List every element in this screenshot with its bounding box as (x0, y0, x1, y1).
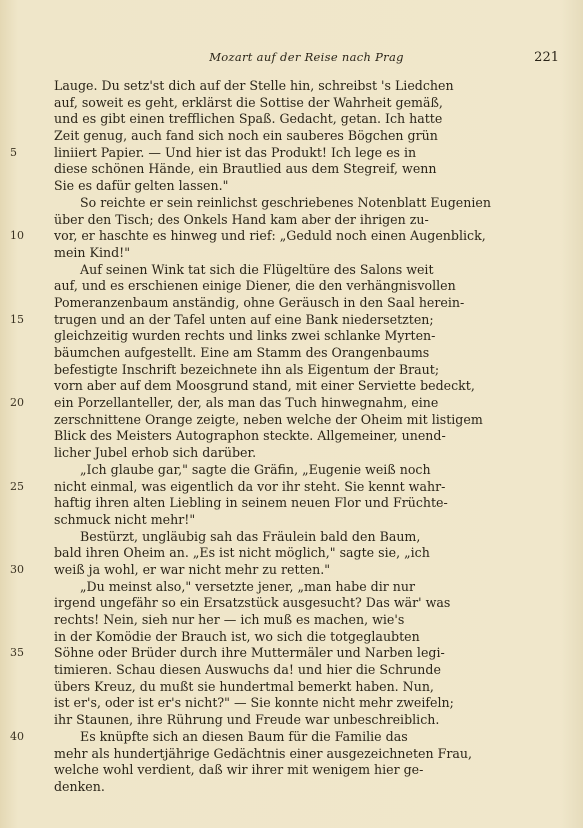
line-text: über den Tisch; des Onkels Hand kam aber der ihrigen zu- (54, 211, 429, 227)
text-line (0, 679, 559, 696)
text-line (0, 729, 559, 746)
text-line (0, 161, 559, 178)
text-line (0, 245, 559, 262)
running-title: Mozart auf der Reise nach Prag (209, 50, 404, 64)
text-line (0, 712, 559, 729)
line-text: denken. (54, 778, 105, 794)
line-text: licher Jubel erhob sich darüber. (54, 445, 257, 461)
line-text: auf, und es erschienen einige Diener, die den verhängnisvollen (54, 278, 456, 294)
text-line (0, 512, 559, 529)
text-line (0, 695, 559, 712)
line-text: mehr als hundertjährige Gedächtnis einer ausgezeichneten Frau, (54, 745, 472, 761)
line-text: übers Kreuz, du mußt sie hundertmal bemerkt haben. Nun, (54, 678, 434, 694)
text-line (0, 178, 559, 195)
line-number: 5 (10, 145, 17, 159)
text-line (0, 662, 559, 679)
line-text: ist er's, oder ist er's nicht?" — Sie konnte nicht mehr zweifeln; (54, 695, 454, 711)
line-text: Zeit genug, auch fand sich noch ein sauberes Bögchen grün (54, 128, 438, 144)
text-line (0, 746, 559, 763)
text-line (0, 629, 559, 646)
text-line (0, 295, 559, 312)
text-line (0, 545, 559, 562)
line-text: irgend ungefähr so ein Ersatzstück ausgesucht? Das wär' was (54, 595, 451, 611)
line-text: Blick des Meisters Autographon steckte. Allgemeiner, unend- (54, 428, 446, 444)
page-body (0, 78, 583, 796)
text-line (0, 195, 559, 212)
line-text: befestigte Inschrift bezeichnete ihn als Eigentum der Braut; (54, 361, 440, 377)
line-text: mein Kind!" (54, 244, 130, 260)
line-text: Es knüpfte sich an diesen Baum für die Familie das (80, 728, 408, 744)
text-line (0, 378, 559, 395)
text-line (0, 228, 559, 245)
line-text: So reichte er sein reinlichst geschriebenes Notenblatt Eugenien (80, 194, 491, 210)
line-number: 30 (10, 562, 24, 576)
line-text: Lauge. Du setz'st dich auf der Stelle hin, schreibst 's Liedchen (54, 78, 454, 93)
text-line (0, 412, 559, 429)
line-text: diese schönen Hände, ein Brautlied aus dem Stegreif, wenn (54, 161, 437, 177)
text-line (0, 529, 559, 546)
line-text: „Ich glaube gar," sagte die Gräfin, „Eugenie weiß noch (80, 461, 431, 477)
text-line (0, 128, 559, 145)
line-text: nicht einmal, was eigentlich da vor ihr steht. Sie kennt wahr- (54, 478, 446, 494)
line-number: 10 (10, 229, 24, 243)
text-line (0, 145, 559, 162)
text-line (0, 462, 559, 479)
text-line (0, 428, 559, 445)
page-header (54, 50, 559, 66)
line-text: auf, soweit es geht, erklärst die Sottise der Wahrheit gemäß, (54, 94, 443, 110)
line-text: gleichzeitig wurden rechts und links zwei schlanke Myrten- (54, 328, 436, 344)
text-line (0, 612, 559, 629)
text-line (0, 111, 559, 128)
line-text: weiß ja wohl, er war nicht mehr zu retten." (54, 561, 330, 577)
line-number: 15 (10, 312, 24, 326)
text-line (0, 78, 559, 95)
line-text: schmuck nicht mehr!" (54, 511, 196, 527)
text-line (0, 595, 559, 612)
line-number: 40 (10, 729, 24, 743)
line-text: bäumchen aufgestellt. Eine am Stamm des Orangenbaums (54, 345, 430, 360)
line-text: welche wohl verdient, daß wir ihrer mit wenigem hier ge- (54, 762, 424, 778)
line-text: ihr Staunen, ihre Rührung und Freude war unbeschreiblich. (54, 712, 440, 728)
text-line (0, 278, 559, 295)
text-line (0, 212, 559, 229)
text-line (0, 95, 559, 112)
line-number: 35 (10, 646, 24, 660)
text-line (0, 762, 559, 779)
line-text: liniiert Papier. — Und hier ist das Produkt! Ich lege es in (54, 144, 417, 160)
line-text: Pomeranzenbaum anständig, ohne Geräusch in den Saal herein- (54, 294, 465, 310)
line-text: in der Komödie der Brauch ist, wo sich die totgeglaubten (54, 628, 420, 644)
text-line (0, 312, 559, 329)
line-number: 20 (10, 396, 24, 410)
line-text: timieren. Schau diesen Auswuchs da! und hier die Schrunde (54, 662, 441, 678)
text-line (0, 262, 559, 279)
line-text: ein Porzellanteller, der, als man das Tuch hinwegnahm, eine (54, 395, 439, 411)
line-text: Sie es dafür gelten lassen." (54, 178, 229, 194)
text-line (0, 495, 559, 512)
line-text: und es gibt einen trefflichen Spaß. Gedacht, getan. Ich hatte (54, 111, 443, 127)
text-line (0, 395, 559, 412)
text-line (0, 362, 559, 379)
text-line (0, 479, 559, 496)
line-text: zerschnittene Orange zeigte, neben welche der Oheim mit listigem (54, 411, 483, 427)
text-line (0, 562, 559, 579)
text-line (0, 579, 559, 596)
text-line (0, 445, 559, 462)
text-line (0, 779, 559, 796)
line-text: trugen und an der Tafel unten auf eine Bank niedersetzten; (54, 311, 434, 327)
line-text: Bestürzt, ungläubig sah das Fräulein bald den Baum, (80, 528, 421, 544)
line-text: vor, er haschte es hinweg und rief: „Geduld noch einen Augenblick, (54, 228, 486, 244)
text-line (0, 345, 559, 362)
line-text: bald ihren Oheim an. „Es ist nicht möglich," sagte sie, „ich (54, 545, 430, 561)
line-text: „Du meinst also," versetzte jener, „man habe dir nur (80, 578, 416, 594)
page-number: 221 (534, 50, 559, 65)
line-text: Auf seinen Wink tat sich die Flügeltüre des Salons weit (80, 261, 434, 277)
line-text: Söhne oder Brüder durch ihre Muttermäler und Narben legi- (54, 645, 445, 661)
line-text: haftig ihren alten Liebling in seinem neuen Flor und Früchte- (54, 495, 448, 511)
line-text: vorn aber auf dem Moosgrund stand, mit einer Serviette bedeckt, (54, 378, 475, 394)
text-line (0, 328, 559, 345)
line-text: rechts! Nein, sieh nur her — ich muß es machen, wie's (54, 612, 405, 627)
line-number: 25 (10, 479, 24, 493)
text-line (0, 645, 559, 662)
